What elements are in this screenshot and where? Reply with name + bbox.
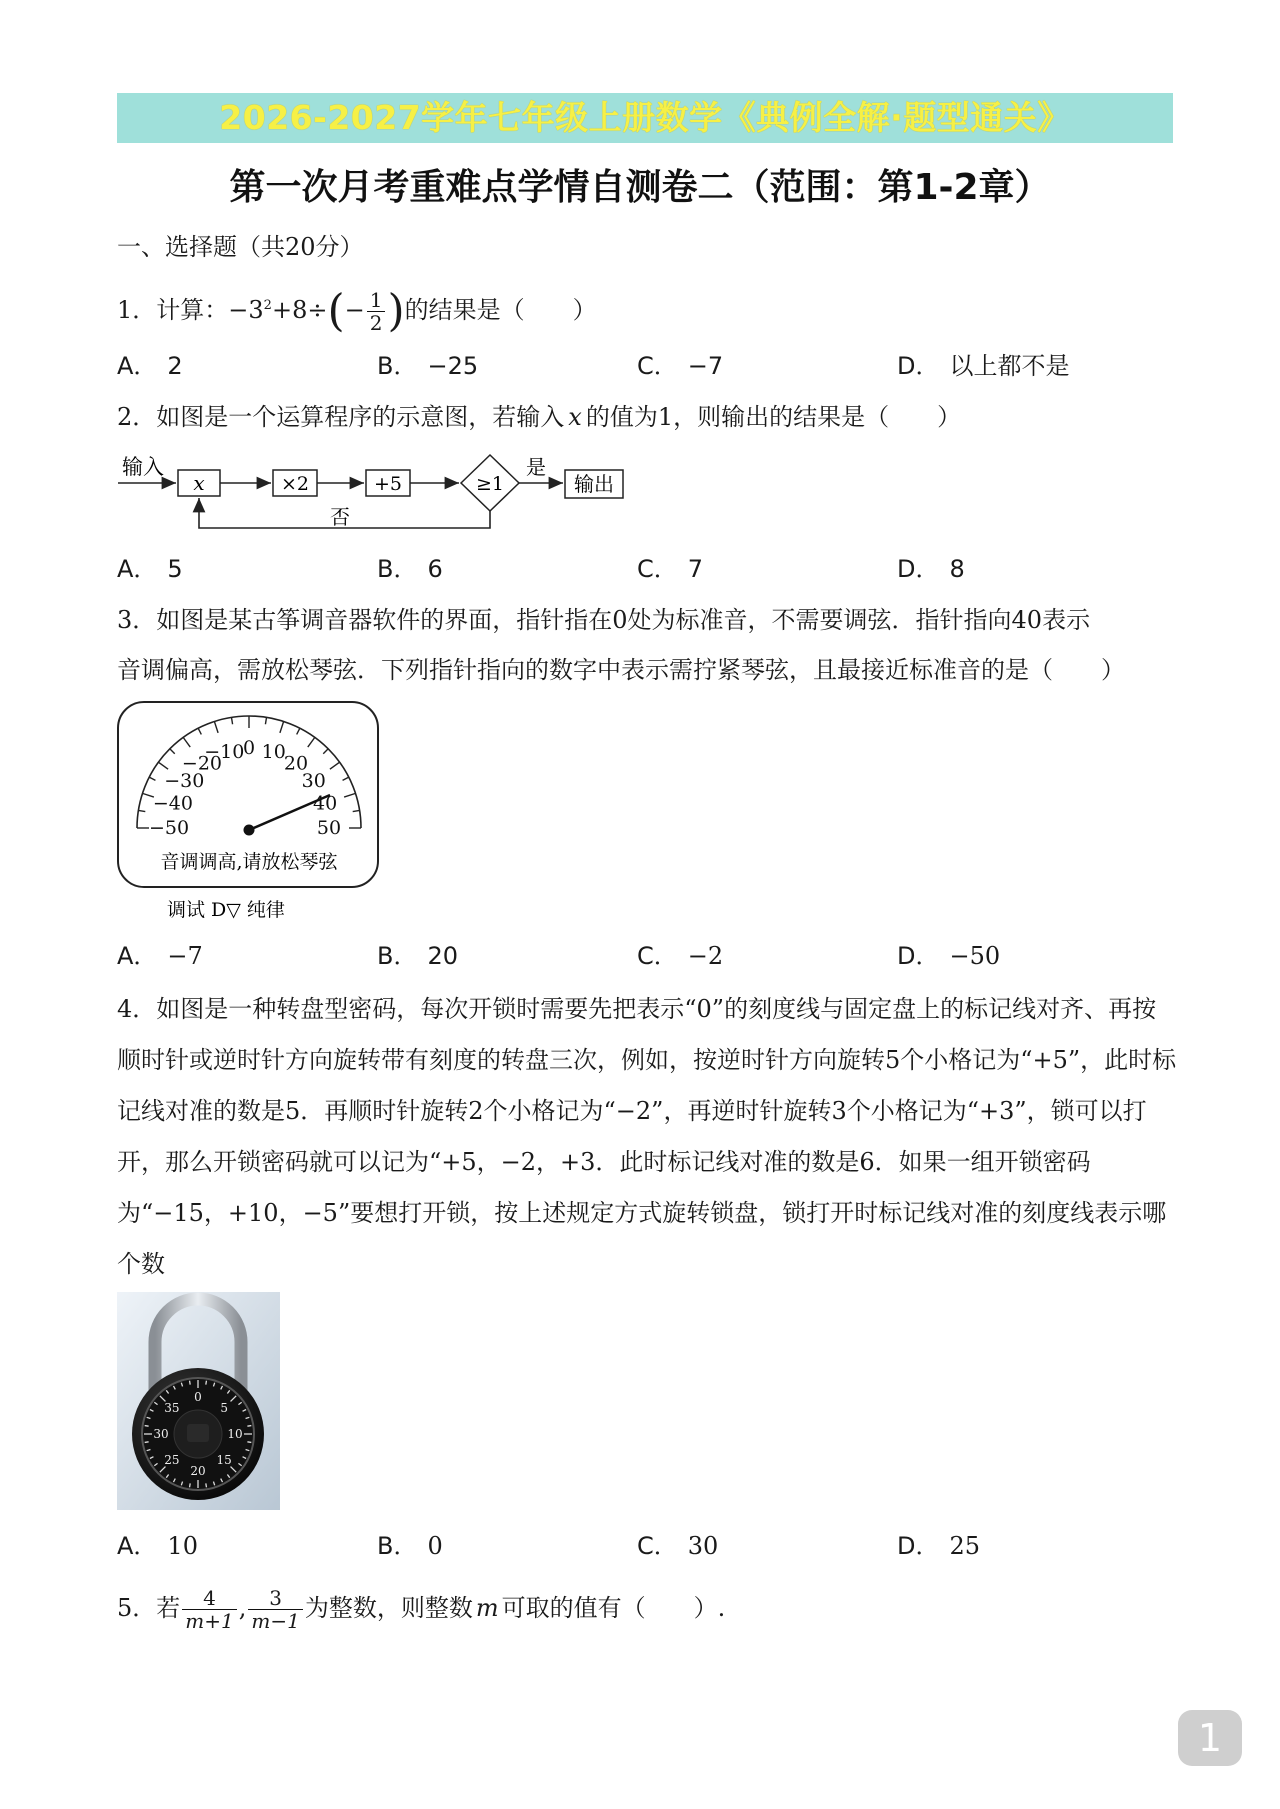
q1-fraction-numerator: 1 [367, 289, 386, 312]
option-value: 30 [687, 1532, 719, 1560]
q5-variable: m [475, 1594, 499, 1622]
lock-tick [190, 1483, 191, 1487]
option-value: 0 [427, 1532, 443, 1560]
lock-number: 20 [190, 1464, 206, 1478]
option-value: 10 [167, 1532, 198, 1560]
flow-x-label: x [193, 471, 205, 495]
tuner-scale-label: −50 [148, 817, 190, 839]
q1-fraction-denominator: 2 [369, 311, 383, 335]
tuner-scale-label: −10 [204, 740, 245, 763]
lock-number: 35 [164, 1400, 180, 1415]
option-key: D． [897, 555, 940, 583]
option-value: −7 [167, 942, 203, 970]
q2-stem-b: 的值为1，则输出的结果是（ ） [585, 403, 962, 431]
question-2-stem [117, 401, 961, 433]
lock-tick [190, 1381, 191, 1385]
q4-option-b[interactable] [377, 1530, 443, 1562]
option-key: C． [637, 352, 678, 380]
q5-fraction-2-denominator: m−1 [251, 1609, 300, 1633]
question-5-stem [117, 1583, 725, 1633]
q1-exponent: 2 [263, 298, 272, 313]
question-1-stem [117, 284, 597, 337]
series-banner: 2026-2027学年七年级上册数学《典例全解·题型通关》 [117, 93, 1173, 143]
option-key: B． [377, 1532, 418, 1560]
flow-input-label: 输入 [122, 455, 164, 479]
option-key: D． [897, 1532, 940, 1560]
q5-fraction-1-denominator: m+1 [185, 1609, 234, 1633]
tuner-scale-label: 50 [316, 817, 342, 839]
flowchart-diagram [110, 448, 630, 538]
q2-option-a[interactable] [117, 553, 183, 585]
q1-fraction [367, 289, 386, 334]
q5-fraction-2-numerator: 3 [248, 1587, 302, 1610]
lock-dial-knob [187, 1424, 209, 1442]
q5-fraction-2 [248, 1587, 302, 1632]
flow-multiply-label: ×2 [280, 473, 310, 495]
option-value: 以上都不是 [949, 352, 1070, 380]
lock-tick [247, 1442, 251, 1443]
lock-number: 10 [227, 1427, 243, 1441]
q5-suffix: 可取的值有（ ）. [501, 1594, 726, 1622]
flow-condition-label: ≥1 [475, 473, 505, 495]
tuner-scale-label: −40 [152, 792, 193, 815]
option-key: B． [377, 352, 418, 380]
tuner-footer: 调试 D▽ 纯律 [167, 899, 285, 921]
option-value: −25 [427, 352, 479, 380]
flow-no-label: 否 [330, 505, 350, 529]
question-3-line-2: 音调偏高，需放松琴弦．下列指针指向的数字中表示需拧紧琴弦，且最接近标准音的是（ ） [117, 656, 1125, 684]
tuner-message: 音调调高,请放松琴弦 [160, 851, 338, 873]
combination-lock-image [117, 1292, 280, 1510]
q1-option-d[interactable] [897, 350, 1069, 382]
tuner-scale-label: 30 [301, 769, 326, 792]
flow-yes-label: 是 [526, 455, 546, 479]
option-value: 25 [949, 1532, 981, 1560]
q2-option-b[interactable] [377, 553, 443, 585]
lock-tick [145, 1442, 149, 1443]
tuner-scale-label: 10 [261, 740, 286, 763]
section-heading: 一、选择题（共20分） [117, 233, 364, 261]
exam-title: 第一次月考重难点学情自测卷二（范围：第1-2章） [229, 167, 1051, 208]
lock-tick [145, 1426, 149, 1427]
q3-option-d[interactable] [897, 940, 1000, 972]
q2-stem-a: 2．如图是一个运算程序的示意图，若输入 [117, 403, 565, 431]
option-value: 5 [167, 555, 183, 583]
lock-tick [247, 1426, 251, 1427]
q5-fraction-1 [182, 1587, 236, 1632]
q4-option-d[interactable] [897, 1530, 980, 1562]
q4-option-a[interactable] [117, 1530, 198, 1562]
flow-add-label: +5 [373, 473, 403, 495]
tuner-scale-label: 0 [242, 737, 256, 759]
option-key: D． [897, 352, 940, 380]
lock-number: 30 [153, 1427, 169, 1441]
q1-paren-left: ( [327, 285, 345, 337]
option-key: B． [377, 555, 418, 583]
option-value: −50 [949, 942, 1001, 970]
page-number-badge: 1 [1178, 1710, 1242, 1766]
q2-variable: x [568, 403, 582, 431]
q1-option-c[interactable] [637, 350, 723, 382]
tuner-scale-label: 20 [283, 752, 309, 775]
option-key: C． [637, 1532, 678, 1560]
q1-prefix: 1．计算： [117, 296, 229, 324]
q3-option-a[interactable] [117, 940, 203, 972]
option-key: A． [117, 942, 158, 970]
q2-option-c[interactable] [637, 553, 703, 585]
option-key: A． [117, 1532, 158, 1560]
lock-number: 25 [164, 1453, 180, 1468]
q5-fraction-1-numerator: 4 [182, 1587, 236, 1610]
lock-tick [206, 1483, 207, 1487]
q5-mid: 为整数，则整数 [304, 1594, 473, 1622]
lock-number: 5 [220, 1400, 228, 1415]
q5-comma: , [238, 1594, 247, 1622]
flow-output-label: 输出 [574, 472, 614, 496]
q4-option-c[interactable] [637, 1530, 718, 1562]
option-key: C． [637, 942, 678, 970]
option-key: A． [117, 555, 158, 583]
option-key: A． [117, 352, 158, 380]
q1-suffix: 的结果是（ ） [404, 296, 597, 324]
option-value: 7 [687, 555, 704, 583]
option-value: 6 [427, 555, 443, 583]
lock-number: 15 [216, 1453, 232, 1468]
option-key: C． [637, 555, 678, 583]
q2-option-d[interactable] [897, 553, 965, 585]
q1-neg: − [344, 296, 365, 324]
tuner-scale-label: −20 [181, 752, 223, 775]
tuner-scale-label: −30 [164, 769, 205, 792]
q3-option-b[interactable] [377, 940, 458, 972]
option-value: −7 [687, 352, 724, 380]
q5-prefix: 5．若 [117, 1594, 181, 1622]
question-4-text: 4．如图是一种转盘型密码，每次开锁时需要先把表示“0”的刻度线与固定盘上的标记线对齐、再按顺时针或逆时针方向旋转带有刻度的转盘三次，例如，按逆时针方向旋转5个小格记为“+5”，此时标记线对准的数是5．再顺时针旋转2个小格记为“−2”，再逆时针旋转3个小格记为“+3”，锁可以打开，那么开锁密码就可以记为“+5，−2，+3．此时标记线对准的数是6．如果一组开锁密码为“−15，+10，−5”要想打开锁，按上述规定方式旋转锁盘，锁打开时标记线对准的刻度线表示哪个数 [117, 995, 1177, 1278]
tuner-scale-label: 40 [312, 792, 338, 815]
option-key: D． [897, 942, 940, 970]
lock-number: 0 [194, 1390, 202, 1404]
option-value: 8 [949, 555, 965, 583]
question-3-line-1: 3．如图是某古筝调音器软件的界面，指针指在0处为标准音，不需要调弦．指针指向40表示 [117, 606, 1091, 634]
option-value: 20 [427, 942, 459, 970]
q3-option-c[interactable] [637, 940, 723, 972]
option-value: 2 [167, 352, 183, 380]
option-value: −2 [687, 942, 724, 970]
q1-option-a[interactable] [117, 350, 183, 382]
q1-option-b[interactable] [377, 350, 478, 382]
tuner-pivot [244, 825, 255, 836]
q1-expr-a: −3 [228, 296, 264, 324]
q1-expr-b: +8÷ [271, 296, 328, 324]
q1-paren-right: ) [387, 285, 405, 337]
option-key: B． [377, 942, 418, 970]
lock-tick [206, 1381, 207, 1385]
tuner-figure [115, 700, 385, 925]
